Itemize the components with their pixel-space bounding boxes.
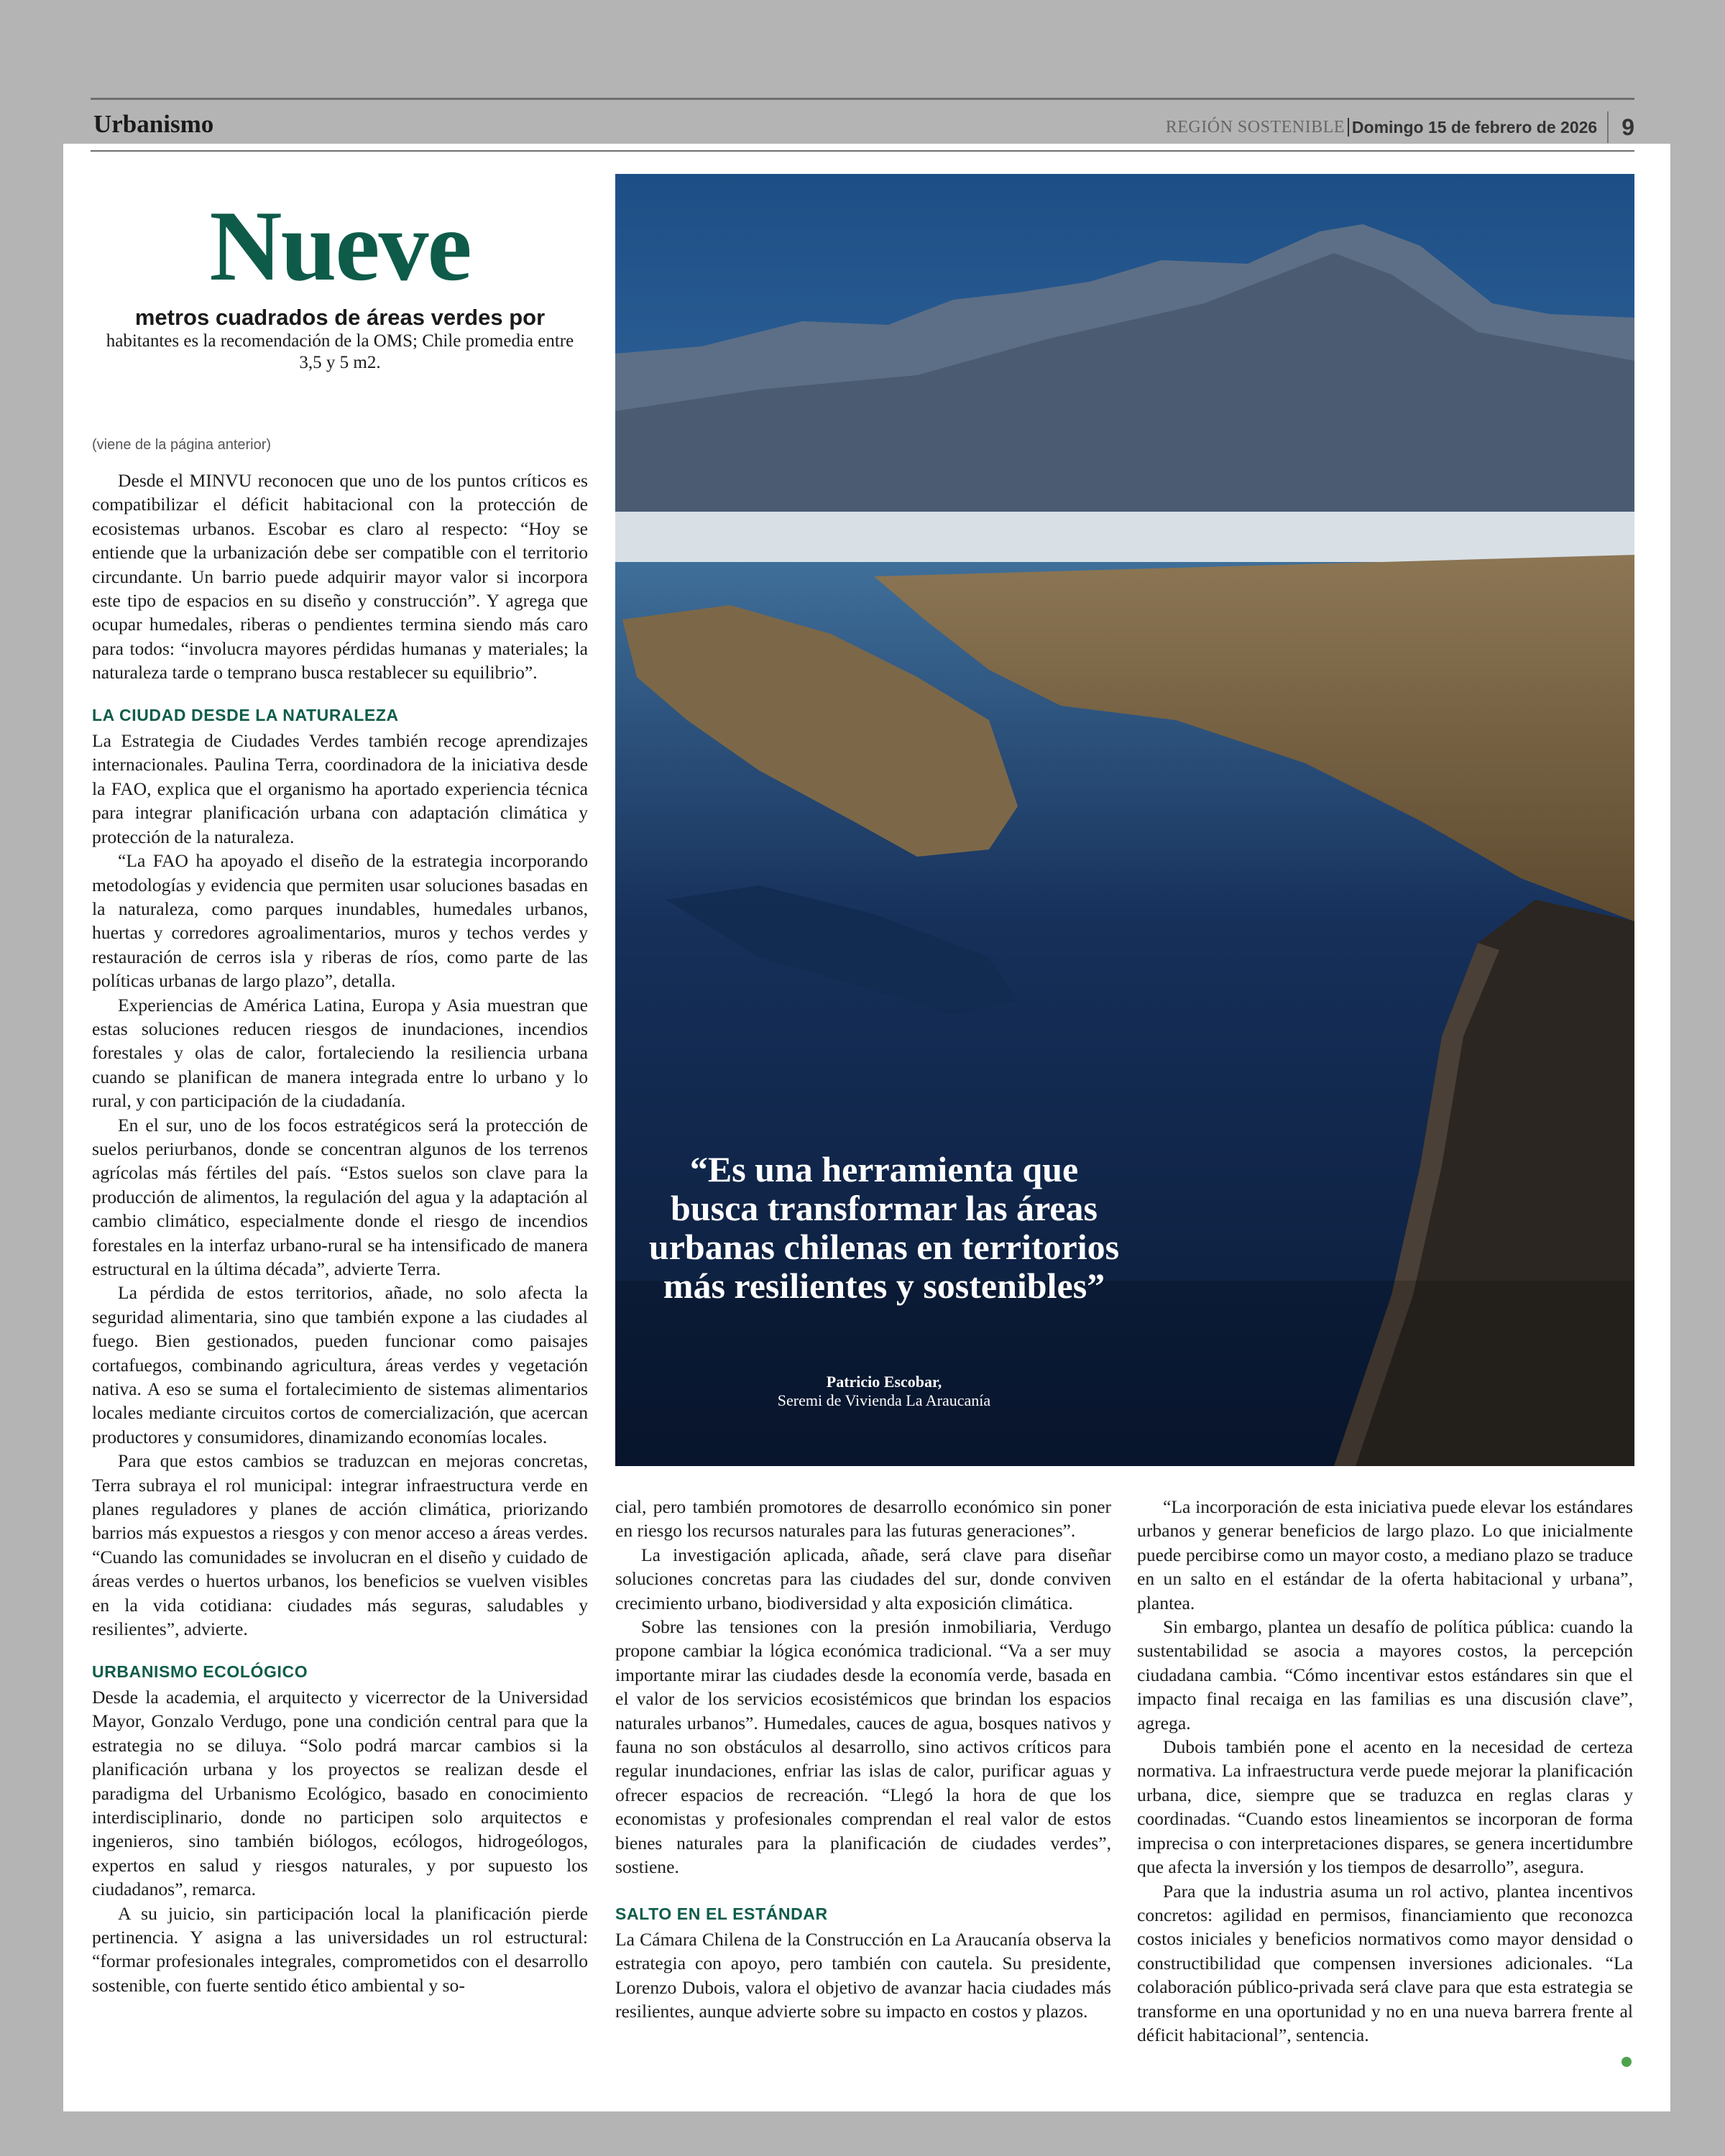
paragraph: La pérdida de estos territorios, añade, no solo afecta la seguridad alimentaria, sino que también expone a las ciudades al fuego. Bien gestionados, pueden funcionar como paisajes cortafuegos, combinando agricultura, áreas verdes y vegetación nativa. A eso se suma el fortalecimiento de sistemas alimentarios locales mediante circuitos cortos de comercialización, que acercan productores y consumidores, dinamizando economías locales. <box>92 1282 588 1447</box>
subheading-ciudad: LA CIUDAD DESDE LA NATURALEZA <box>92 705 399 724</box>
page-number: 9 <box>1622 114 1634 140</box>
paragraph: Experiencias de América Latina, Europa y Asia muestran que estas soluciones reducen riesgos de inundaciones, incendios forestales y olas de calor, fortaleciendo la resiliencia urbana cuando se planifican de manera integrada entre lo urbano y lo rural, y con participación de la ciudadanía. <box>92 994 588 1112</box>
pull-quote: “Es una herramienta que busca transformar las áreas urbanas chilenas en territorios más resilientes y sostenibles” <box>648 1149 1120 1306</box>
paragraph: “La FAO ha apoyado el diseño de la estrategia incorporando metodologías y evidencia que permiten usar soluciones basadas en la naturaleza, como parques inundables, humedales urbanos, huertas y corredores agroalimentarios, muros y techos verdes y restauración de cerros isla y riberas de ríos, como parte de las políticas urbanas de largo plazo”, detalla. <box>92 850 588 992</box>
paragraph: En el sur, uno de los focos estratégicos será la protección de suelos periurbanos, donde se concentran algunos de los terrenos agrícolas más fértiles del país. “Estos suelos son clave para la producción de alimentos, la regulación del agua y la adaptación al cambio climático, especialmente donde el riesgo de incendios forestales en la interfaz urbano-rural se ha intensificado de manera estructural en la última década”, advierte Terra. <box>92 1114 588 1279</box>
stat-bold-line: metros cuadrados de áreas verdes por <box>134 305 546 330</box>
issue-date: Domingo 15 de febrero de 2026 <box>1351 117 1598 137</box>
subheading-salto: SALTO EN EL ESTÁNDAR <box>615 1904 828 1923</box>
paragraph: A su juicio, sin participación local la planificación pierde pertinencia. Y asigna a las universidades un rol estructural: “formar profesionales integrales, comprometidos con el desarrollo sostenible, con fuerte sentido ético ambiental y so- <box>92 1902 588 1996</box>
subheading-urbanismo: URBANISMO ECOLÓGICO <box>92 1662 308 1681</box>
article-column-2 <box>615 1495 1111 2024</box>
paragraph: Sobre las tensiones con la presión inmobiliaria, Verdugo propone cambiar la lógica económica tradicional. “Va a ser muy importante mirar las ciudades desde la economía verde, basada en el valor de los servicios ecosistémicos que brindan los espacios naturales urbanos”. Humedales, cauces de agua, bosques nativos y fauna no son obstáculos al desarrollo, sino activos críticos para regular inundaciones, enfriar las islas de calor, purificar aguas y ofrecer espacios de recreación. “Llegó la hora de que los economistas y profesionales comprendan el real valor de estos bienes naturales para la planificación de ciudades verdes”, sostiene. <box>615 1616 1111 1878</box>
paragraph: La investigación aplicada, añade, será clave para diseñar soluciones concretas para las ciudades del sur, donde conviven crecimiento urbano, biodiversidad y alta exposición climática. <box>615 1544 1111 1613</box>
publication-name: REGIÓN SOSTENIBLE <box>1165 117 1345 137</box>
article-end-marker-icon <box>1622 2057 1632 2067</box>
quote-author-name: Patricio Escobar, <box>826 1373 942 1391</box>
paragraph: Sin embargo, plantea un desafío de política pública: cuando la sustentabilidad se asocia a mayores costos, la percepción ciudadana cambia. “Cómo incentivar estos estándares sin que el impacto final recaiga en las familias es una discusión clave”, agrega. <box>1137 1616 1633 1733</box>
stat-number: Nueve <box>209 190 471 302</box>
page-header <box>91 98 1634 152</box>
paragraph: La Cámara Chilena de la Construcción en La Araucanía observa la estrategia con apoyo, pero también con cautela. Su presidente, Lorenzo Dubois, valora el objetivo de avanzar hacia ciudades más resilientes, aunque advierte sobre su impacto en costos y plazos. <box>615 1928 1111 2022</box>
continued-note: (viene de la página anterior) <box>92 437 272 453</box>
section-name: Urbanismo <box>93 110 214 138</box>
paragraph: Desde el MINVU reconocen que uno de los puntos críticos es compatibilizar el déficit habitacional con la protección de ecosistemas urbanos. Escobar es claro al respecto: “Hoy se entiende que la urbanización debe ser compatible con el territorio circundante. Un barrio puede adquirir mayor valor si incorpora este tipo de espacios en su diseño y construcción”. Y agrega que ocupar humedales, riberas o pendientes termina siendo más caro para todos: “involucra mayores pérdidas humanas y materiales; la naturaleza tarde o temprano busca restablecer su equilibrio”. <box>92 470 588 683</box>
quote-author-role: Seremi de Vivienda La Araucanía <box>777 1391 991 1409</box>
page-number-divider <box>1607 111 1609 143</box>
paragraph: cial, pero también promotores de desarrollo económico sin poner en riesgo los recursos naturales para las futuras generaciones”. <box>615 1496 1111 1542</box>
paragraph: Para que estos cambios se traduzcan en mejoras concretas, Terra subraya el rol municipal: integrar infraestructura verde en planes reguladores y planes de acción climática, priorizando barrios más expuestos a riesgos y con menor acceso a áreas verdes. “Cuando las comunidades se involucran en el diseño y cuidado de áreas verdes o huertos urbanos, los beneficios se vuelven visibles en la vida cotidiana: ciudades más seguras, saludables y resilientes”, advierte. <box>92 1450 588 1640</box>
header-meta <box>1166 111 1634 143</box>
article-column-1 <box>92 469 588 1997</box>
paragraph: Dubois también pone el acento en la necesidad de certeza normativa. La infraestructura verde puede mejorar la planificación urbana, dice, siempre que se traduzca en reglas claras y coordinadas. “Cuando estos lineamientos se incorporan de forma imprecisa o con interpretaciones dispares, se genera incertidumbre que afecta la inversión y los tiempos de desarrollo”, asegura. <box>1137 1736 1633 1878</box>
article-column-3 <box>1137 1495 1633 2047</box>
paragraph: Desde la academia, el arquitecto y vicerrector de la Universidad Mayor, Gonzalo Verdugo, pone una condición central para que la estrategia no se diluya. “Solo podrá marcar cambios si la planificación urbana y los proyectos se realizan desde el paradigma del Urbanismo Ecológico, basado en conocimiento interdisciplinario, donde no participen solo arquitectos e ingenieros, sino también biólogos, ecólogos, hidrogeólogos, expertos en salud y riesgos naturales, y por supuesto los ciudadanos”, remarca. <box>92 1686 588 1900</box>
stat-description: habitantes es la recomendación de la OMS; Chile promedia entre 3,5 y 5 m2. <box>106 331 574 372</box>
paragraph: La Estrategia de Ciudades Verdes también recoge aprendizajes internacionales. Paulina Terra, coordinadora de la iniciativa desde la FAO, explica que el organismo ha aportado experiencia técnica para integrar planificación urbana con adaptación climática y protección de la naturaleza. <box>92 730 588 847</box>
paragraph: Para que la industria asuma un rol activo, plantea incentivos concretos: agilidad en permisos, financiamiento que reconozca costos iniciales y beneficios normativos como mayor densidad o constructibilidad que compensen inversiones adicionales. “La colaboración público-privada será clave para que esta estrategia se transforme en una oportunidad y no en una nueva barrera frente al déficit habitacional”, sentencia. <box>1137 1880 1633 2045</box>
paragraph: “La incorporación de esta iniciativa puede elevar los estándares urbanos y generar beneficios de largo plazo. Lo que inicialmente puede percibirse como un mayor costo, a mediano plazo se traduce en un salto en el estándar de la oferta habitacional y urbana”, plantea. <box>1137 1496 1633 1613</box>
header-divider <box>1348 118 1349 137</box>
